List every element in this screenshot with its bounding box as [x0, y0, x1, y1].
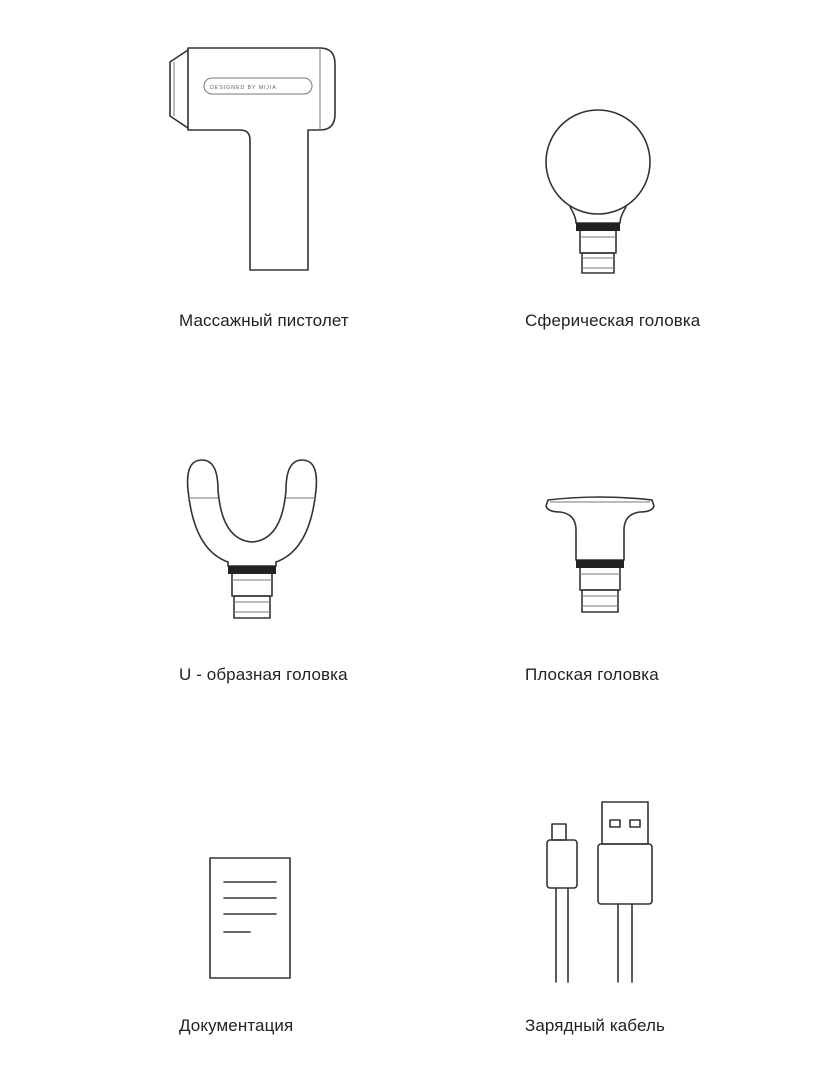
label-massage-gun: Массажный пистолет: [179, 311, 349, 330]
document-icon: [208, 856, 294, 981]
charging-cable-icon: [544, 800, 656, 985]
label-flat-head: Плоская головка: [525, 665, 659, 684]
label-documentation: Документация: [179, 1016, 294, 1035]
massage-gun-icon: [160, 40, 340, 280]
label-u-shaped-head: U - образная головка: [179, 665, 348, 684]
label-charging-cable: Зарядный кабель: [525, 1016, 665, 1035]
label-spherical-head: Сферическая головка: [525, 311, 701, 330]
flat-head-icon: [540, 492, 660, 627]
spherical-head-icon: [540, 105, 660, 280]
brand-text: DESIGNED BY MIJIA: [210, 85, 277, 91]
u-shaped-head-icon: [180, 450, 330, 625]
